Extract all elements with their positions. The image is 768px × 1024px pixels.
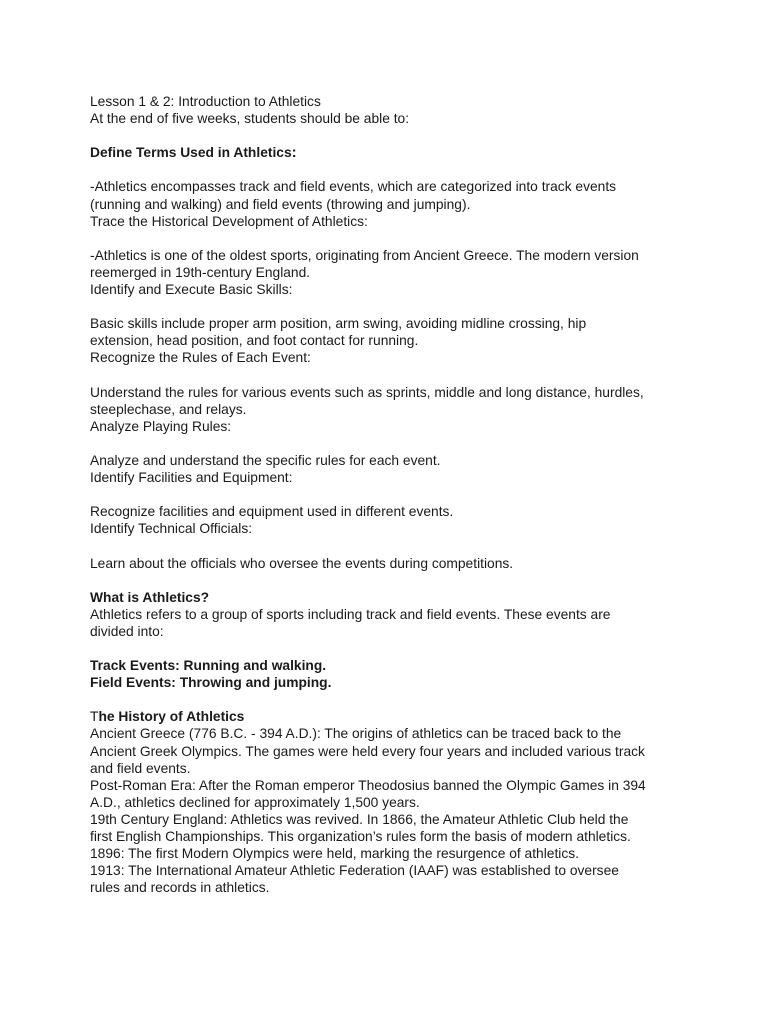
history-line: Ancient Greek Olympics. The games were held every four years and included various track bbox=[90, 743, 645, 759]
history-line: 1913: The International Amateur Athletic Federation (IAAF) was established to oversee bbox=[90, 863, 619, 879]
define-body-line: (running and walking) and field events (throwing and jumping). bbox=[90, 196, 471, 212]
history-heading-text: he History of Athletics bbox=[98, 709, 245, 725]
spacer bbox=[90, 572, 768, 589]
history-heading bbox=[90, 708, 768, 725]
playing-heading: Analyze Playing Rules: bbox=[90, 418, 232, 434]
field-events-line: Field Events: Throwing and jumping. bbox=[90, 675, 332, 691]
spacer bbox=[90, 691, 768, 708]
trace-heading: Trace the Historical Development of Athletics: bbox=[90, 213, 368, 229]
spacer bbox=[90, 640, 768, 657]
what-is-body-line: divided into: bbox=[90, 623, 164, 639]
trace-body-line: -Athletics is one of the oldest sports, originating from Ancient Greece. The modern version bbox=[90, 247, 639, 263]
rules-body-line: Understand the rules for various events such as sprints, middle and long distance, hurdles, bbox=[90, 384, 644, 400]
track-events-line: Track Events: Running and walking. bbox=[90, 658, 327, 674]
history-heading-initial: T bbox=[90, 709, 99, 725]
spacer bbox=[90, 537, 768, 554]
spacer bbox=[90, 230, 768, 247]
rules-body-line: steeplechase, and relays. bbox=[90, 401, 247, 417]
lesson-title: Lesson 1 & 2: Introduction to Athletics bbox=[90, 94, 321, 109]
spacer bbox=[90, 127, 768, 144]
history-line: 19th Century England: Athletics was revived. In 1866, the Amateur Athletic Club held the bbox=[90, 811, 629, 827]
spacer bbox=[90, 486, 768, 503]
history-line: 1896: The first Modern Olympics were held, marking the resurgence of athletics. bbox=[90, 846, 579, 862]
objectives-heading bbox=[90, 144, 768, 161]
playing-body: Analyze and understand the specific rules for each event. bbox=[90, 452, 441, 468]
skills-body-line: extension, head position, and foot contact for running. bbox=[90, 333, 419, 349]
lesson-intro: At the end of five weeks, students should be able to: bbox=[90, 111, 410, 127]
history-line: Post-Roman Era: After the Roman emperor Theodosius banned the Olympic Games in 394 bbox=[90, 777, 646, 793]
officials-body: Learn about the officials who oversee the events during competitions. bbox=[90, 555, 514, 571]
history-line: and field events. bbox=[90, 760, 191, 776]
officials-heading: Identify Technical Officials: bbox=[90, 521, 253, 537]
trace-body-line: reemerged in 19th-century England. bbox=[90, 264, 311, 280]
spacer bbox=[90, 161, 768, 178]
history-line: Ancient Greece (776 B.C. - 394 A.D.): The origins of athletics can be traced back to the bbox=[90, 726, 622, 742]
objectives-heading-colon: : bbox=[291, 144, 297, 162]
rules-heading: Recognize the Rules of Each Event: bbox=[90, 350, 311, 366]
spacer bbox=[90, 298, 768, 315]
history-line: A.D., athletics declined for approximately 1,500 years. bbox=[90, 794, 420, 810]
spacer bbox=[90, 435, 768, 452]
objectives-heading-text: Define Terms Used in Athletics bbox=[90, 145, 292, 161]
what-is-heading: What is Athletics? bbox=[90, 589, 210, 605]
history-line: first English Championships. This organization’s rules form the basis of modern athletics. bbox=[90, 829, 631, 845]
facilities-heading: Identify Facilities and Equipment: bbox=[90, 470, 293, 486]
history-line: rules and records in athletics. bbox=[90, 880, 270, 896]
skills-heading: Identify and Execute Basic Skills: bbox=[90, 282, 293, 298]
facilities-body: Recognize facilities and equipment used in different events. bbox=[90, 504, 454, 520]
what-is-body-line: Athletics refers to a group of sports including track and field events. These events are bbox=[90, 606, 611, 622]
define-body-line: -Athletics encompasses track and field events, which are categorized into track events bbox=[90, 179, 617, 195]
skills-body-line: Basic skills include proper arm position, arm swing, avoiding midline crossing, hip bbox=[90, 316, 587, 332]
spacer bbox=[90, 367, 768, 384]
